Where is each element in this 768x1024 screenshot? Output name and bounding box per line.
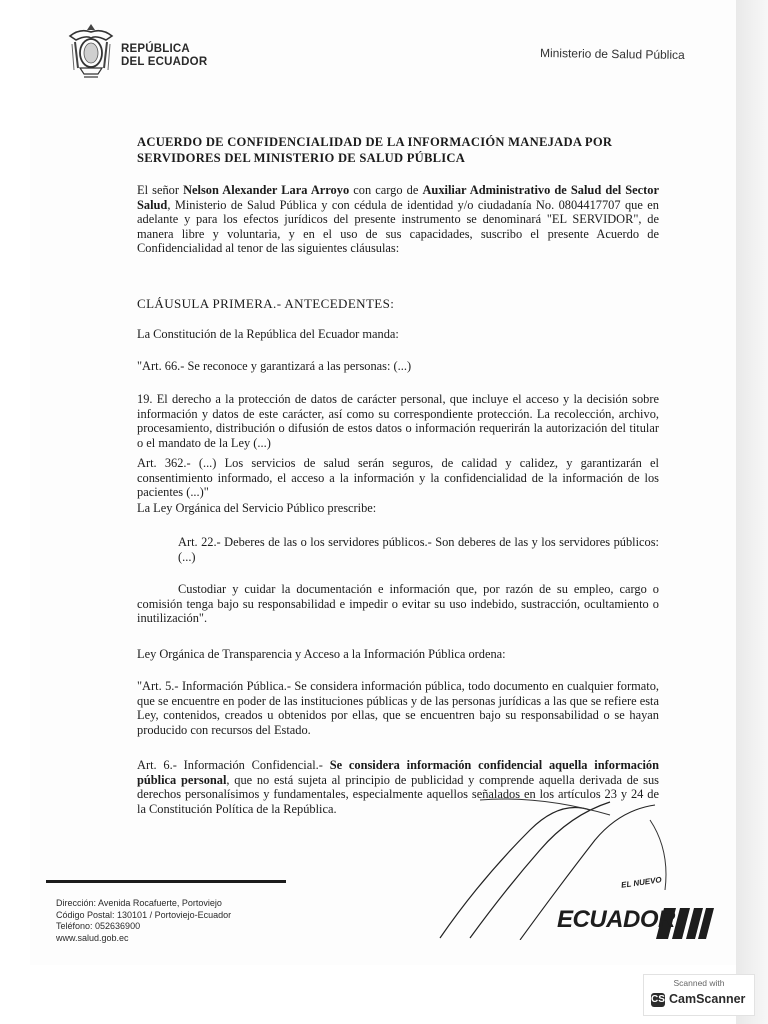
logo-word: ECUADOR <box>557 906 675 933</box>
scan-edge-shadow <box>736 0 768 1024</box>
footer-address-block <box>56 898 231 944</box>
scanned-with-label: Scanned with <box>673 978 725 988</box>
art-22: Art. 22.- Deberes de las o los servidores públicos.- Son deberes de las y los servidores públicos: (...) <box>178 535 659 564</box>
intro-paragraph <box>137 183 659 256</box>
country-line-2: DEL ECUADOR <box>121 56 208 68</box>
art-6 <box>137 758 659 816</box>
employee-role: Auxiliar Administrativo de Salud del Sector Salud <box>137 183 659 212</box>
lotaip-intro: Ley Orgánica de Transparencia y Acceso a la Información Pública ordena: <box>137 647 506 661</box>
logo-tagline: EL NUEVO <box>620 875 663 890</box>
country-name <box>121 43 207 69</box>
custodiar-paragraph: Custodiar y cuidar la documentación e información que, por razón de su empleo, cargo o comisión tenga bajo su responsabilidad e impedir o evitar su uso indebido, sustracción, ocultamiento o inutilización". <box>137 582 659 626</box>
footer-rule <box>46 880 286 883</box>
footer-phone: Teléfono: 052636900 <box>56 921 141 931</box>
ministry-header: Ministerio de Salud Pública <box>539 45 685 63</box>
art-6-bold: Se considera información confidencial aquella información pública personal <box>137 758 659 787</box>
footer-postal: Código Postal: 130101 / Portoviejo-Ecuador <box>56 909 232 920</box>
clause-heading: CLÁUSULA PRIMERA.- ANTECEDENTES: <box>137 296 395 311</box>
item-19: 19. El derecho a la protección de datos de carácter personal, que incluye el acceso y la decisión sobre información y datos de este carácter, así como su correspondiente protección. La recolección, archivo, procesamiento, distribución o difusión de estos datos o información requerirán la autorización del titular o el mandato de la Ley (...) <box>137 392 659 450</box>
losep-intro: La Ley Orgánica del Servicio Público prescribe: <box>137 501 377 515</box>
art-66: "Art. 66.- Se reconoce y garantizará a las personas: (...) <box>137 359 412 373</box>
art-5: "Art. 5.- Información Pública.- Se considera información pública, todo documento en cualquier formato, que se encuentre en poder de las instituciones públicas y de las personas jurídicas a las que se refiere esta Ley, contenidos, creados u obtenidos por ellas, que se encuentren bajo su responsabilidad o se hayan producido con recursos del Estado. <box>137 679 659 737</box>
constitution-intro: La Constitución de la República del Ecuador manda: <box>137 327 399 341</box>
camscanner-name: CamScanner <box>669 992 746 1006</box>
camscanner-badge <box>643 974 755 1016</box>
intro-text-3: , Ministerio de Salud Pública y con cédula de identidad y/o ciudadanía No. 0804417707 que en adelante y para los efectos jurídicos del presente instrumento se denominará "EL SERVIDOR", de manera libre y voluntaria, y en el uso de sus capacidades, suscribo el presente Acuerdo de Confidencialidad al tenor de las siguientes cláusulas: <box>137 197 659 256</box>
document-title: ACUERDO DE CONFIDENCIALIDAD DE LA INFORMACIÓN MANEJADA POR SERVIDORES DEL MINISTERIO DE SALUD PÚBLICA <box>137 135 613 165</box>
art-6-lead: Art. 6.- Información Confidencial.- <box>137 758 330 772</box>
country-line-1: REPÚBLICA <box>121 43 190 55</box>
employee-name: Nelson Alexander Lara Arroyo <box>183 183 350 197</box>
art-362: Art. 362.- (...) Los servicios de salud serán seguros, de calidad y calidez, y garantizarán el consentimiento informado, el acceso a la información y la confidencialidad de la información de los pacientes (...)" <box>137 456 659 500</box>
intro-text-2: con cargo de <box>349 183 423 197</box>
ecuador-coat-of-arms-icon <box>66 22 116 80</box>
footer-address: Dirección: Avenida Rocafuerte, Portoviejo <box>56 898 222 908</box>
camscanner-icon: CS <box>651 994 665 1005</box>
art-6-rest: , que no está sujeta al principio de publicidad y comprende aquella derivada de sus derechos personalísimos y fundamentales, especialmente aquellos señalados en los artículos 23 y 24 de la Constitución Política de la República. <box>137 772 659 816</box>
intro-text-1: El señor <box>137 183 184 197</box>
footer-web: www.salud.gob.ec <box>56 932 129 943</box>
